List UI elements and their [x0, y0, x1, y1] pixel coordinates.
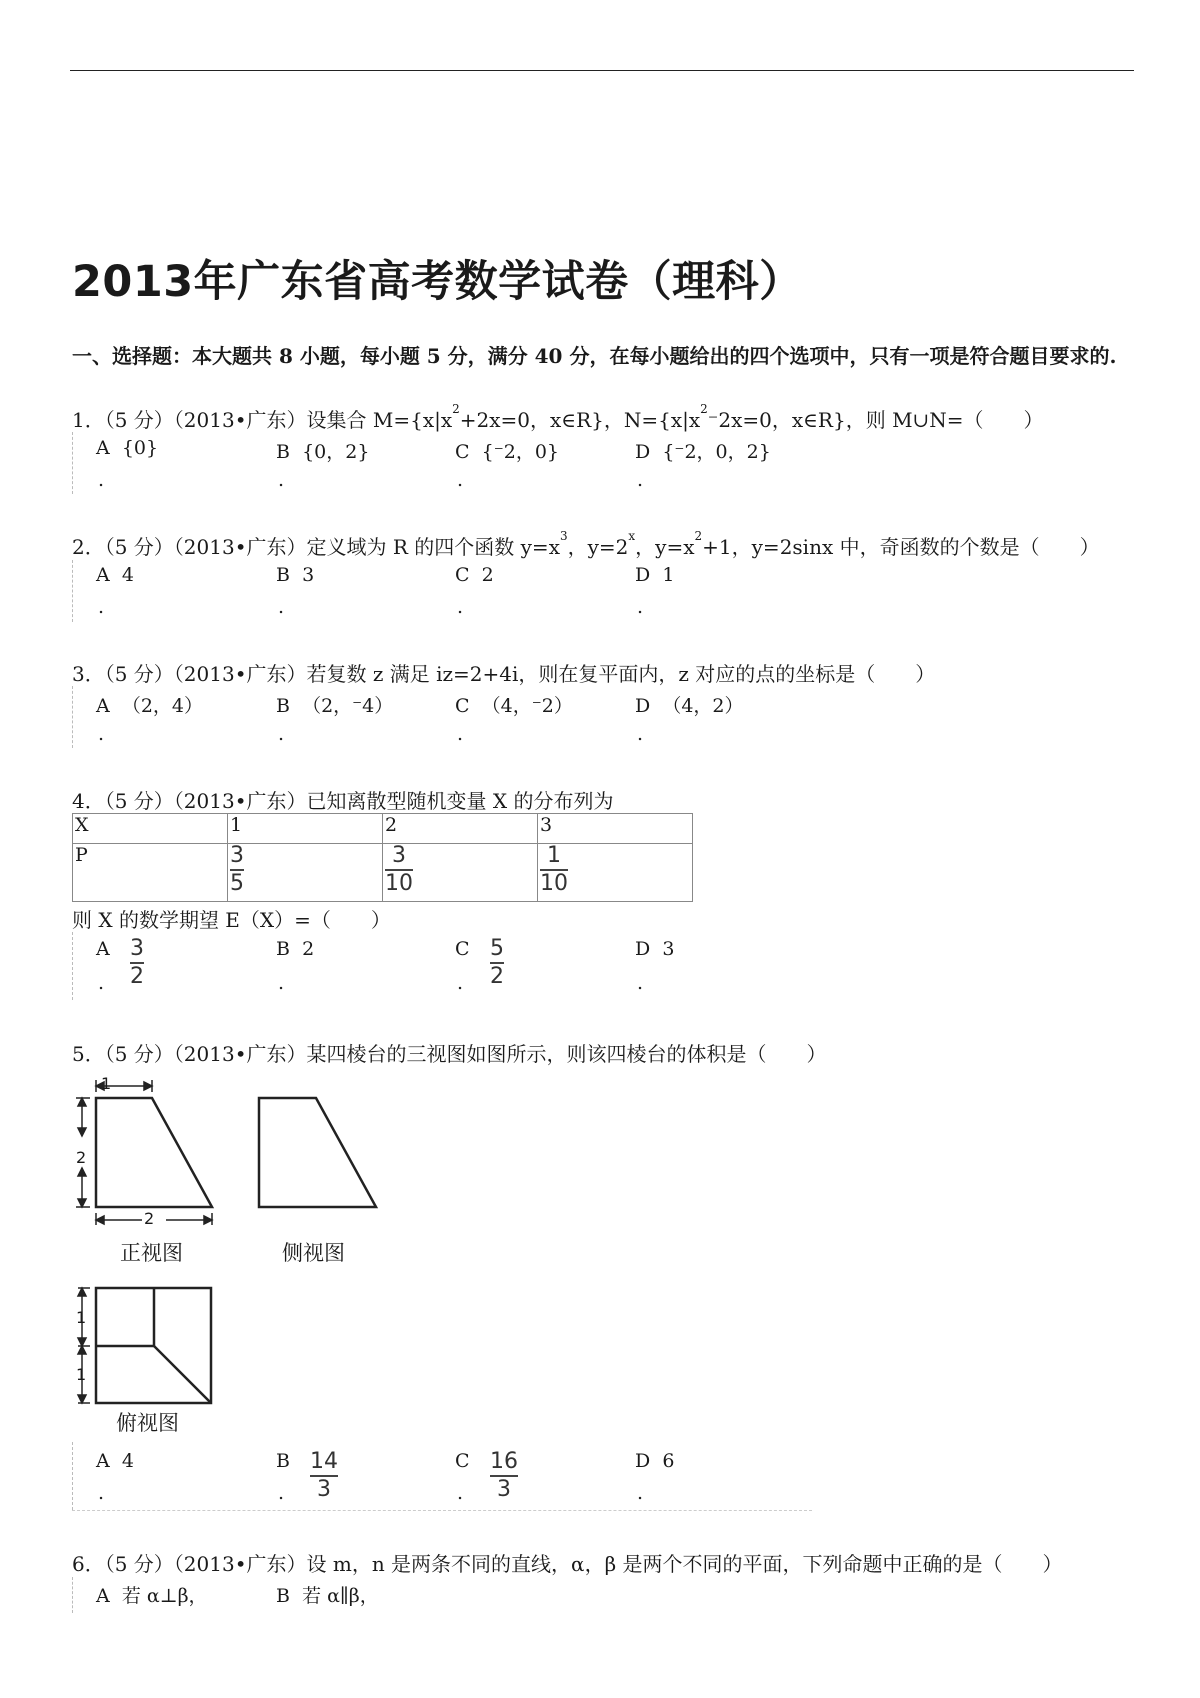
- option-dot: .: [98, 972, 105, 994]
- option-dot: .: [457, 1482, 464, 1504]
- dim-label: 1: [76, 1365, 87, 1384]
- dim-label: 2: [76, 1148, 87, 1167]
- option-dot: .: [278, 972, 285, 994]
- question-1-stem: 1．（5 分）（2013•广东）设集合 $M=\{x|x^2+2x=0$，x∈R}，$N=\{x|x^2^-2x=0$，x∈R}，则 M∪N=（ ）: [72, 402, 1044, 432]
- option-dot: .: [457, 972, 464, 994]
- q5-option-b-fraction: 14 3: [310, 1449, 338, 1502]
- option-dot: .: [457, 596, 464, 618]
- option-dot: .: [637, 723, 644, 745]
- option-dot: .: [278, 1482, 285, 1504]
- q6-option-b[interactable]: B 若 α∥β，: [276, 1585, 379, 1607]
- option-dot: .: [637, 469, 644, 491]
- q4-option-a-fraction: 3 2: [130, 936, 144, 989]
- fraction: $\frac{3}{5}$: [230, 843, 244, 896]
- table-row: [73, 844, 693, 902]
- table-cell: X: [73, 814, 228, 844]
- option-dot: .: [457, 469, 464, 491]
- header-rule: [70, 70, 1134, 71]
- q1-option-b[interactable]: B {0，2}: [276, 441, 370, 463]
- q4-option-a[interactable]: A: [96, 938, 110, 960]
- q2-option-a[interactable]: A 4: [96, 564, 134, 586]
- q1-option-d[interactable]: D {⁻2，0，2}: [635, 441, 771, 463]
- table-cell: 3: [538, 814, 693, 844]
- table-row: [73, 814, 693, 844]
- q2-option-c[interactable]: C 2: [455, 564, 494, 586]
- option-border: [72, 1577, 73, 1613]
- option-dot: .: [98, 469, 105, 491]
- table-cell: [538, 844, 693, 902]
- q5-option-c-fraction: 16 3: [490, 1449, 518, 1502]
- table-cell: 1: [228, 814, 383, 844]
- option-border: [72, 560, 73, 622]
- question-4-stem: 4．（5 分）（2013•广东）已知离散型随机变量 X 的分布列为: [72, 789, 614, 813]
- q3-option-d[interactable]: D （4，2）: [635, 695, 744, 717]
- top-view-diagonal: [154, 1346, 211, 1403]
- option-border: [72, 1442, 73, 1510]
- option-dot: .: [278, 596, 285, 618]
- table-cell: [383, 844, 538, 902]
- q5-option-a[interactable]: A 4: [96, 1450, 134, 1472]
- side-view-label: 侧视图: [282, 1241, 345, 1265]
- q3-option-c[interactable]: C （4，⁻2）: [455, 695, 573, 717]
- option-dot: .: [278, 723, 285, 745]
- option-dot: .: [98, 723, 105, 745]
- question-4-stem-2: 则 X 的数学期望 E（X）=（ ）: [72, 908, 391, 932]
- q5-option-c[interactable]: C: [455, 1450, 470, 1472]
- table-cell: [228, 844, 383, 902]
- option-dot: .: [637, 1482, 644, 1504]
- option-border: [72, 432, 73, 494]
- q4-option-c[interactable]: C: [455, 938, 470, 960]
- side-view-shape: [259, 1098, 376, 1207]
- fraction: $\frac{3}{10}$: [385, 843, 413, 896]
- q4-option-b[interactable]: B 2: [276, 938, 315, 960]
- q3-option-a[interactable]: A （2，4）: [96, 695, 204, 717]
- dim-label: 1: [76, 1308, 87, 1327]
- option-dot: .: [637, 596, 644, 618]
- front-view-label: 正视图: [120, 1241, 183, 1265]
- option-dot: .: [637, 972, 644, 994]
- option-border: [72, 932, 73, 1000]
- q6-option-a[interactable]: A 若 α⊥β，: [96, 1585, 208, 1607]
- question-2-stem: 2．（5 分）（2013•广东）定义域为 R 的四个函数 $y=x^3$，$y=2^x$，$y=x^2+1$，y=2sinx 中，奇函数的个数是（ ）: [72, 529, 1100, 559]
- page-title: 2013年广东省高考数学试卷（理科）: [72, 257, 803, 307]
- option-border: [72, 686, 73, 748]
- q4-option-d[interactable]: D 3: [635, 938, 675, 960]
- front-view-shape: [96, 1098, 212, 1207]
- q2-option-b[interactable]: B 3: [276, 564, 315, 586]
- q1-option-a[interactable]: A {0}: [96, 437, 159, 459]
- q3-option-b[interactable]: B （2，⁻4）: [276, 695, 394, 717]
- option-dot: .: [98, 596, 105, 618]
- top-view-inner-square: [96, 1288, 154, 1346]
- option-dot: .: [278, 469, 285, 491]
- dim-label: 2: [144, 1209, 155, 1228]
- distribution-table: [72, 813, 693, 902]
- q4-option-c-fraction: 5 2: [490, 936, 504, 989]
- option-dot: .: [98, 1482, 105, 1504]
- q5-option-b[interactable]: B: [276, 1450, 290, 1472]
- question-3-stem: 3．（5 分）（2013•广东）若复数 z 满足 iz=2+4i，则在复平面内，z 对应的点的坐标是（ ）: [72, 662, 936, 686]
- table-cell: 2: [383, 814, 538, 844]
- section-heading: 一、选择题：本大题共 8 小题，每小题 5 分，满分 40 分，在每小题给出的四个选项中，只有一项是符合题目要求的.: [72, 344, 1117, 368]
- fraction: $\frac{1}{10}$: [540, 843, 568, 896]
- question-6-stem: 6．（5 分）（2013•广东）设 m，n 是两条不同的直线，α，β 是两个不同的平面，下列命题中正确的是（ ）: [72, 1552, 1063, 1576]
- dim-label: 1: [101, 1074, 112, 1093]
- option-dot: .: [457, 723, 464, 745]
- q5-option-d[interactable]: D 6: [635, 1450, 675, 1472]
- option-divider: [72, 1510, 812, 1511]
- q1-option-c[interactable]: C {⁻2，0}: [455, 441, 560, 463]
- q2-option-d[interactable]: D 1: [635, 564, 675, 586]
- top-view-label: 俯视图: [116, 1411, 179, 1435]
- table-cell: P: [73, 844, 228, 902]
- question-5-stem: 5．（5 分）（2013•广东）某四棱台的三视图如图所示，则该四棱台的体积是（ ）: [72, 1042, 827, 1066]
